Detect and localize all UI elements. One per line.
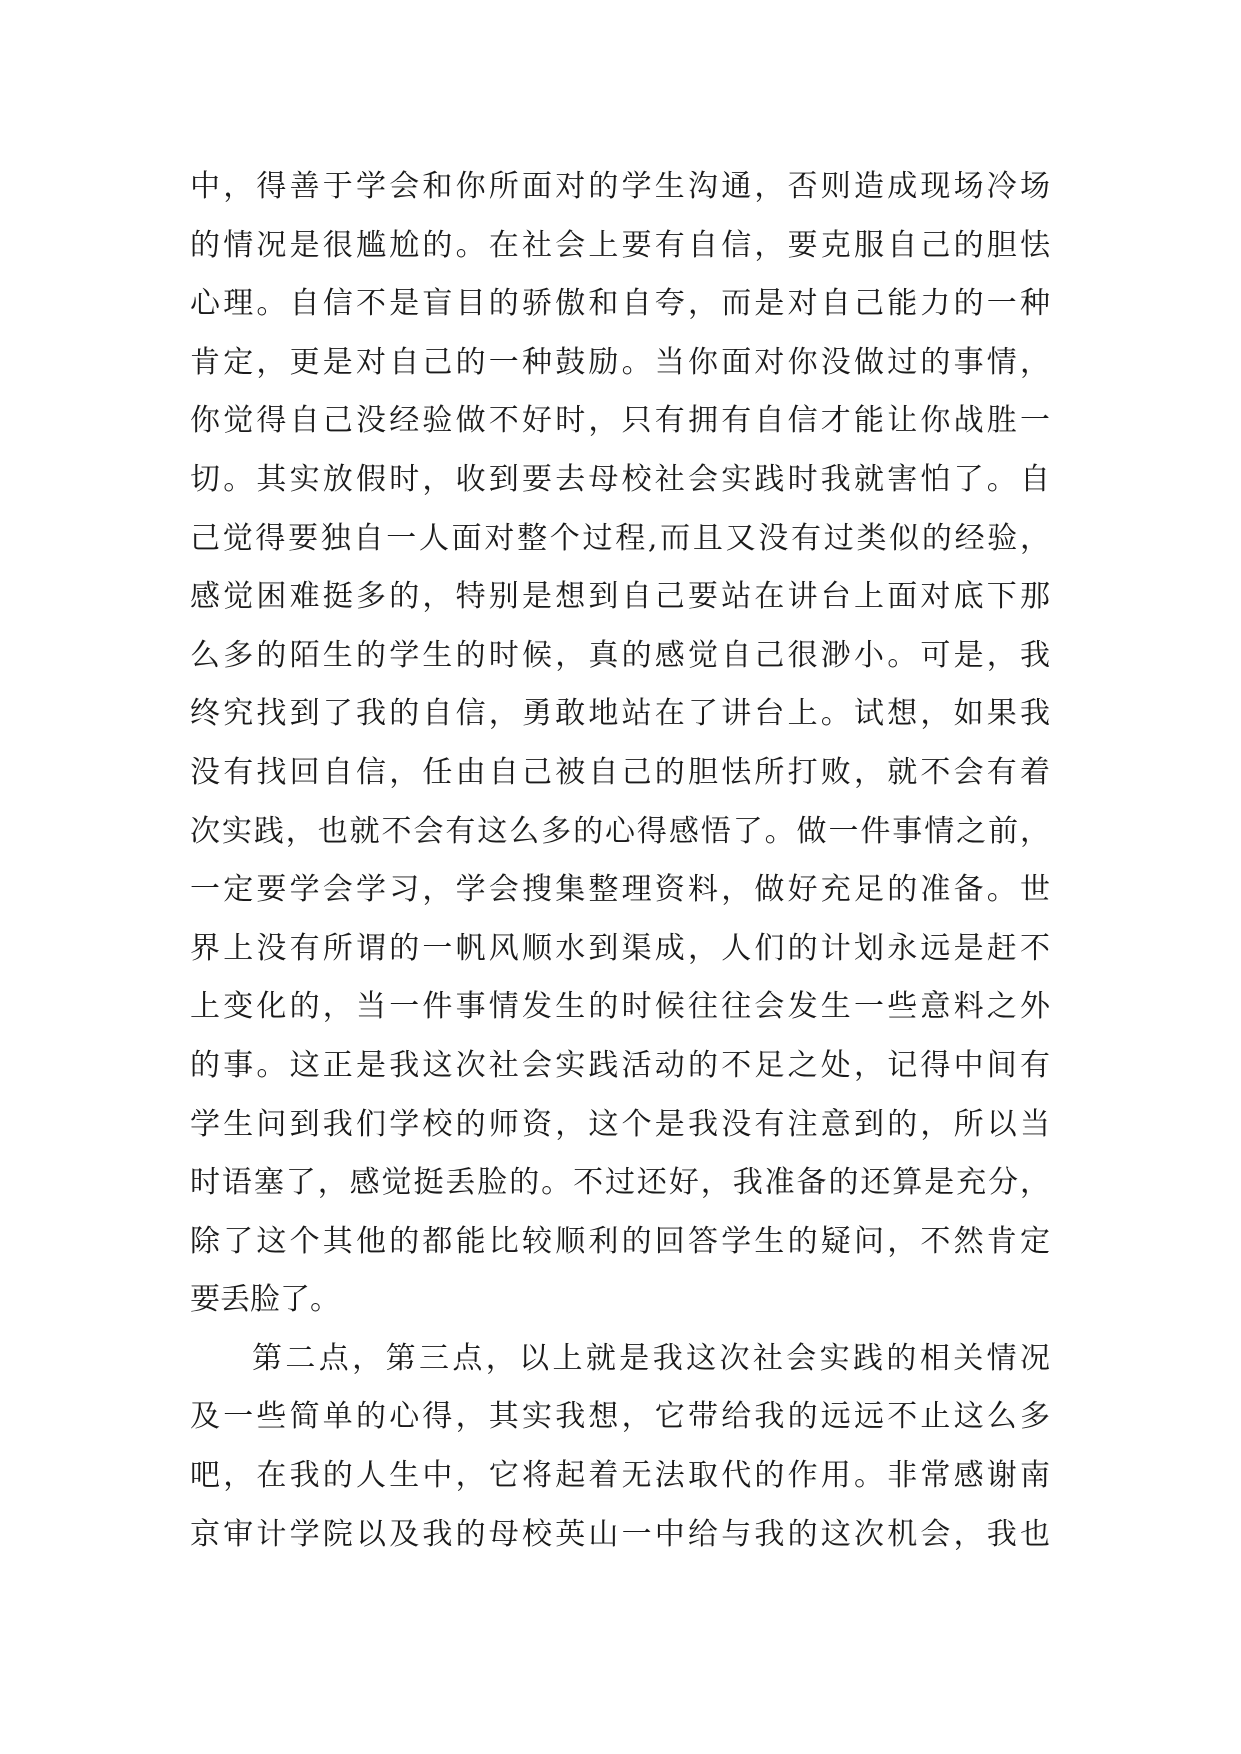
- text-line: 吧，在我的人生中，它将起着无法取代的作用。非常感谢南: [190, 1458, 1050, 1494]
- text-line: 你觉得自己没经验做不好时，只有拥有自信才能让你战胜一: [190, 403, 1050, 439]
- text-line: 上变化的，当一件事情发生的时候往往会发生一些意料之外: [190, 989, 1050, 1025]
- text-line: 己觉得要独自一人面对整个过程,而且又没有过类似的经验，: [190, 520, 1050, 556]
- text-line: 要丢脸了。: [190, 1282, 340, 1318]
- text-line: 京审计学院以及我的母校英山一中给与我的这次机会，我也: [190, 1516, 1050, 1552]
- text-line: 么多的陌生的学生的时候，真的感觉自己很渺小。可是，我: [190, 637, 1050, 673]
- text-line: 的事。这正是我这次社会实践活动的不足之处，记得中间有: [190, 1047, 1050, 1083]
- paragraph-start-line: 第二点，第三点，以上就是我这次社会实践的相关情况: [252, 1340, 1050, 1376]
- text-line: 没有找回自信，任由自己被自己的胆怯所打败，就不会有着: [190, 754, 1050, 790]
- text-line: 切。其实放假时，收到要去母校社会实践时我就害怕了。自: [190, 461, 1050, 497]
- body-text: [190, 158, 1050, 1564]
- text-line: 次实践，也就不会有这么多的心得感悟了。做一件事情之前，: [190, 813, 1050, 849]
- text-line: 终究找到了我的自信，勇敢地站在了讲台上。试想，如果我: [190, 696, 1050, 732]
- text-line: 除了这个其他的都能比较顺利的回答学生的疑问，不然肯定: [190, 1223, 1050, 1259]
- text-line: 及一些简单的心得，其实我想，它带给我的远远不止这么多: [190, 1399, 1050, 1435]
- text-line: 心理。自信不是盲目的骄傲和自夸，而是对自己能力的一种: [190, 286, 1050, 322]
- text-line: 界上没有所谓的一帆风顺水到渠成，人们的计划永远是赶不: [190, 930, 1050, 966]
- text-line: 肯定，更是对自己的一种鼓励。当你面对你没做过的事情，: [190, 344, 1050, 380]
- text-line: 感觉困难挺多的，特别是想到自己要站在讲台上面对底下那: [190, 579, 1050, 615]
- text-line: 的情况是很尴尬的。在社会上要有自信，要克服自己的胆怯: [190, 227, 1050, 263]
- text-line: 一定要学会学习，学会搜集整理资料，做好充足的准备。世: [190, 872, 1050, 908]
- text-line: 中，得善于学会和你所面对的学生沟通，否则造成现场冷场: [190, 169, 1050, 204]
- text-line: 学生问到我们学校的师资，这个是我没有注意到的，所以当: [190, 1106, 1050, 1142]
- text-line: 时语塞了，感觉挺丢脸的。不过还好，我准备的还算是充分，: [190, 1165, 1050, 1201]
